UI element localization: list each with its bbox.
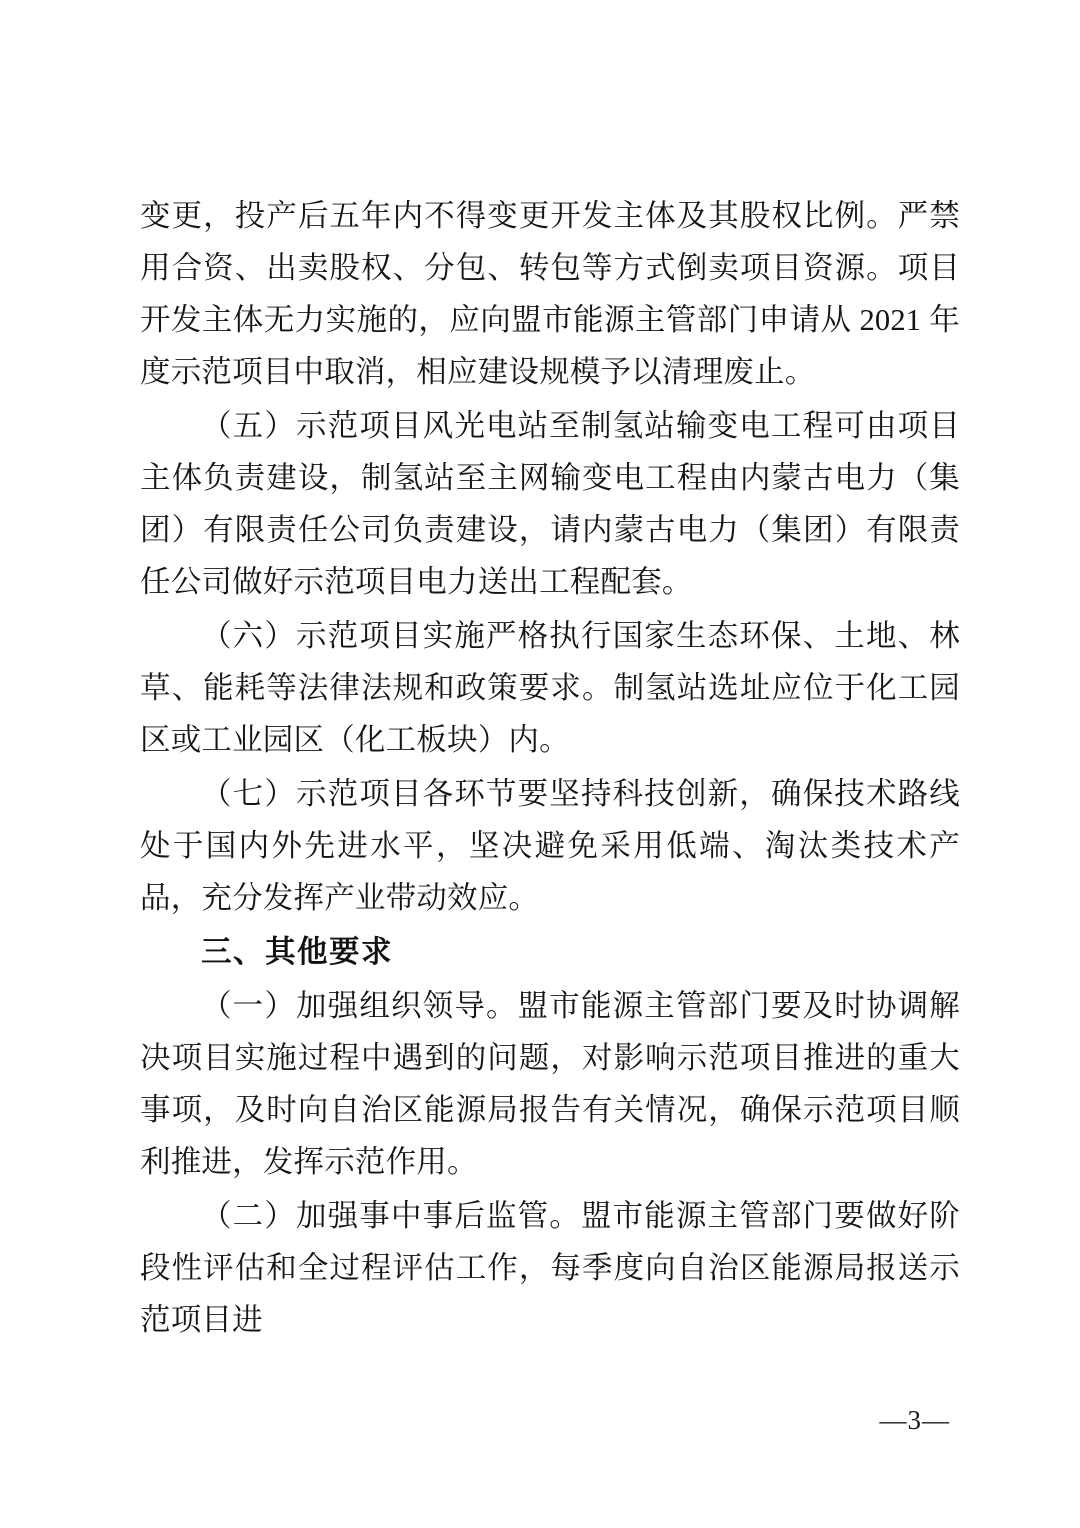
document-body xyxy=(140,190,960,1346)
paragraph-item-five: （五）示范项目风光电站至制氢站输变电工程可由项目主体负责建设，制氢站至主网输变电工程由内蒙古电力（集团）有限责任公司负责建设，请内蒙古电力（集团）有限责任公司做好示范项目电力送出工程配套。 xyxy=(140,409,960,599)
paragraph-sub-item-one: （一）加强组织领导。盟市能源主管部门要及时协调解决项目实施过程中遇到的问题，对影响示范项目推进的重大事项，及时向自治区能源局报告有关情况，确保示范项目顺利推进，发挥示范作用。 xyxy=(140,989,960,1179)
page-number: —3— xyxy=(879,1405,950,1435)
paragraph-item-seven: （七）示范项目各环节要坚持科技创新，确保技术路线处于国内外先进水平，坚决避免采用低端、淘汰类技术产品，充分发挥产业带动效应。 xyxy=(140,777,960,915)
paragraph-continued: 变更，投产后五年内不得变更开发主体及其股权比例。严禁用合资、出卖股权、分包、转包等方式倒卖项目资源。项目开发主体无力实施的，应向盟市能源主管部门申请从 2021 年度示范项目中取消，相应建设规模予以清理废止。 xyxy=(140,199,960,389)
paragraph-sub-item-two: （二）加强事中事后监管。盟市能源主管部门要做好阶段性评估和全过程评估工作，每季度向自治区能源局报送示范项目进 xyxy=(140,1199,960,1337)
paragraph-item-six: （六）示范项目实施严格执行国家生态环保、土地、林草、能耗等法律法规和政策要求。制氢站选址应位于化工园区或工业园区（化工板块）内。 xyxy=(140,619,960,757)
section-heading-other-requirements: 三、其他要求 xyxy=(201,935,393,969)
